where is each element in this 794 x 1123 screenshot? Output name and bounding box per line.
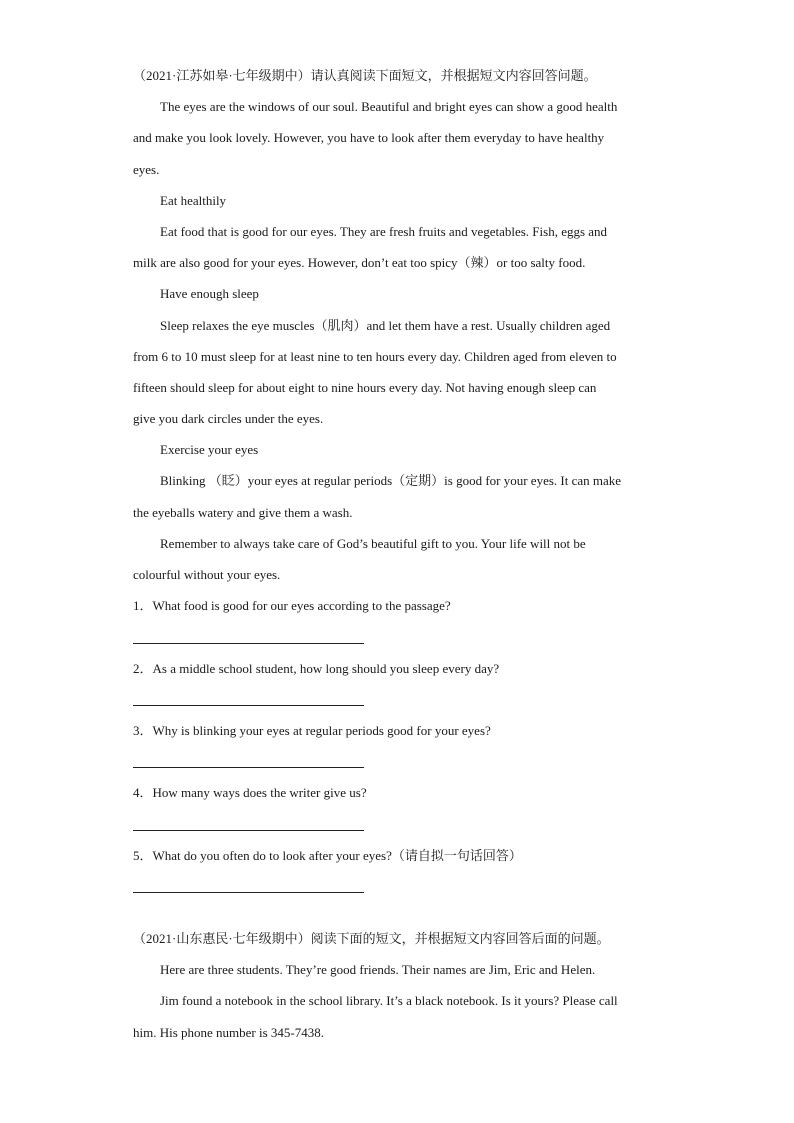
answer-line-2[interactable] bbox=[133, 684, 364, 715]
reading-section-2 bbox=[133, 923, 661, 1048]
passage-subheading: Have enough sleep bbox=[160, 286, 259, 302]
passage-line: Sleep relaxes the eye muscles（肌肉）and let them have a rest. Usually children aged bbox=[160, 317, 611, 333]
answer-line-3[interactable] bbox=[133, 746, 364, 777]
passage-line: Remember to always take care of God’s beautiful gift to you. Your life will not be bbox=[160, 535, 586, 551]
passage-line: Eat food that is good for our eyes. They are fresh fruits and vegetables. Fish, eggs and bbox=[160, 223, 608, 239]
question-5: 5．What do you often do to look after your eyes?（请自拟一句话回答） bbox=[133, 847, 522, 863]
passage-line: Blinking （眨）your eyes at regular periods（定期）is good for your eyes. It can make bbox=[160, 473, 622, 489]
passage-line: eyes. bbox=[133, 161, 160, 177]
answer-line-4[interactable] bbox=[133, 809, 364, 840]
passage-line: and make you look lovely. However, you have to look after them everyday to have healthy bbox=[133, 130, 605, 146]
passage-line: Jim found a notebook in the school library. It’s a black notebook. Is it yours? Please call bbox=[160, 993, 618, 1009]
section-header: （2021·江苏如皋·七年级期中）请认真阅读下面短文，并根据短文内容回答问题。 bbox=[133, 68, 597, 83]
passage-line: from 6 to 10 must sleep for at least nine to ten hours every day. Children aged from eleven to bbox=[133, 348, 617, 364]
reading-section-1 bbox=[133, 60, 661, 902]
passage-subheading: Exercise your eyes bbox=[160, 442, 259, 458]
passage-line: milk are also good for your eyes. However, don’t eat too spicy（辣）or too salty food. bbox=[133, 255, 586, 271]
answer-line-1[interactable] bbox=[133, 621, 364, 652]
passage-line: him. His phone number is 345-7438. bbox=[133, 1024, 325, 1040]
passage-line: the eyeballs watery and give them a wash. bbox=[133, 504, 353, 520]
passage-line: The eyes are the windows of our soul. Beautiful and bright eyes can show a good health bbox=[160, 99, 618, 115]
passage-line: fifteen should sleep for about eight to nine hours every day. Not having enough sleep can bbox=[133, 379, 597, 395]
passage-subheading: Eat healthily bbox=[160, 192, 227, 208]
answer-line-5[interactable] bbox=[133, 871, 364, 902]
passage-line: give you dark circles under the eyes. bbox=[133, 411, 324, 427]
passage-line: colourful without your eyes. bbox=[133, 567, 281, 582]
question-4: 4．How many ways does the writer give us? bbox=[133, 785, 367, 801]
passage-line: Here are three students. They’re good friends. Their names are Jim, Eric and Helen. bbox=[160, 962, 596, 978]
question-2: 2．As a middle school student, how long should you sleep every day? bbox=[133, 660, 500, 676]
question-3: 3．Why is blinking your eyes at regular periods good for your eyes? bbox=[133, 722, 491, 738]
section-header: （2021·山东惠民·七年级期中）阅读下面的短文，并根据短文内容回答后面的问题。 bbox=[133, 931, 610, 946]
question-1: 1．What food is good for our eyes according to the passage? bbox=[133, 598, 451, 614]
